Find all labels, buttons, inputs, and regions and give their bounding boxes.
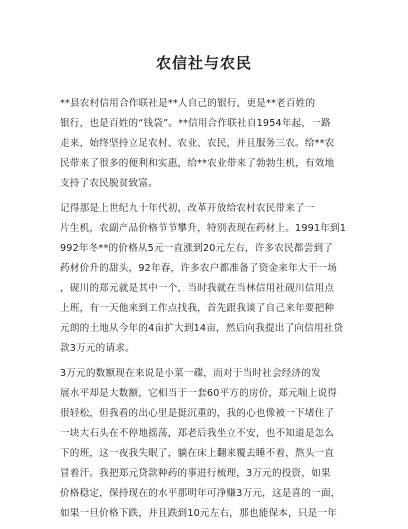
text-line: ，砚川的郑元就是其中一个，当时我就在当林信用社砚川信用点 [60,283,335,294]
text-line: 冒着汗。我把郑元贷款种药的事进行梳理，3万元的投资，如果 [60,468,331,479]
paragraph [60,199,352,359]
text-line: 一块大石头在不停地摇荡，郑老后我坐立不安，也不知道是怎么 [60,428,335,439]
text-line: 下的班，这一夜我失眠了，躺在床上翻来覆去睡不着，熬头一直 [60,448,335,459]
text-line: 记得那是上世纪九十年代初，改革开放给农村农民带来了一 [60,203,315,214]
document-title: 农信社与农民 [155,54,252,72]
text-line: 药材价升的甜头，92年春，许多农户都准备了资金来年大干一场 [60,263,338,274]
text-line: 价格稳定，保持现在的水平那明年可净赚3万元，这是喜的一面， [60,488,341,499]
text-line: 展水平却是大数额，它相当于一套60平方的房价，郑元喘上说得 [60,388,338,399]
paragraph [60,94,352,194]
text-line: 支持了农民脱贫致富。 [60,178,158,189]
text-line: 走来，始终坚持立足农村、农业、农民，并且服务三农。给**农 [60,138,335,149]
text-line: 款3万元的请求。 [60,343,135,354]
text-line: 上班，有一天他来到工作点找我，首先跟我谈了自己来年要把种 [60,303,335,314]
text-line: 片生机，农副产品价格节节攀升，特别表现在药材上。1991年到1 [60,223,347,234]
paragraph [60,364,352,524]
text-line: 992年冬**的价格从5元一直涨到20元左右，许多农民都尝到了 [60,243,334,254]
text-line: 元朗的土地从今年的4亩扩大到14亩，然后向我提出了向信用社贷 [60,323,344,334]
text-line: 民带来了很多的便利和实惠，给**农业带来了勃勃生机，有效地 [60,158,335,169]
text-line: 3万元的数额现在来说是小菜一碟，而对于当时社会经济的发 [60,368,321,379]
text-line: 很轻松，但我看的出心里是挺沉重的，我的心也像被一下堵住了 [60,408,335,419]
text-line: 如果一旦价格下跌，并且跌到10元左右，那也能保本，只是一年 [60,508,338,519]
document-body [60,94,352,529]
text-line: **县农村信用合作联社是**人自己的银行，更是**老百姓的 [60,98,316,109]
text-line: 银行，也是百姓的“钱袋”。**信用合作联社自1954年起，一路 [60,118,331,129]
